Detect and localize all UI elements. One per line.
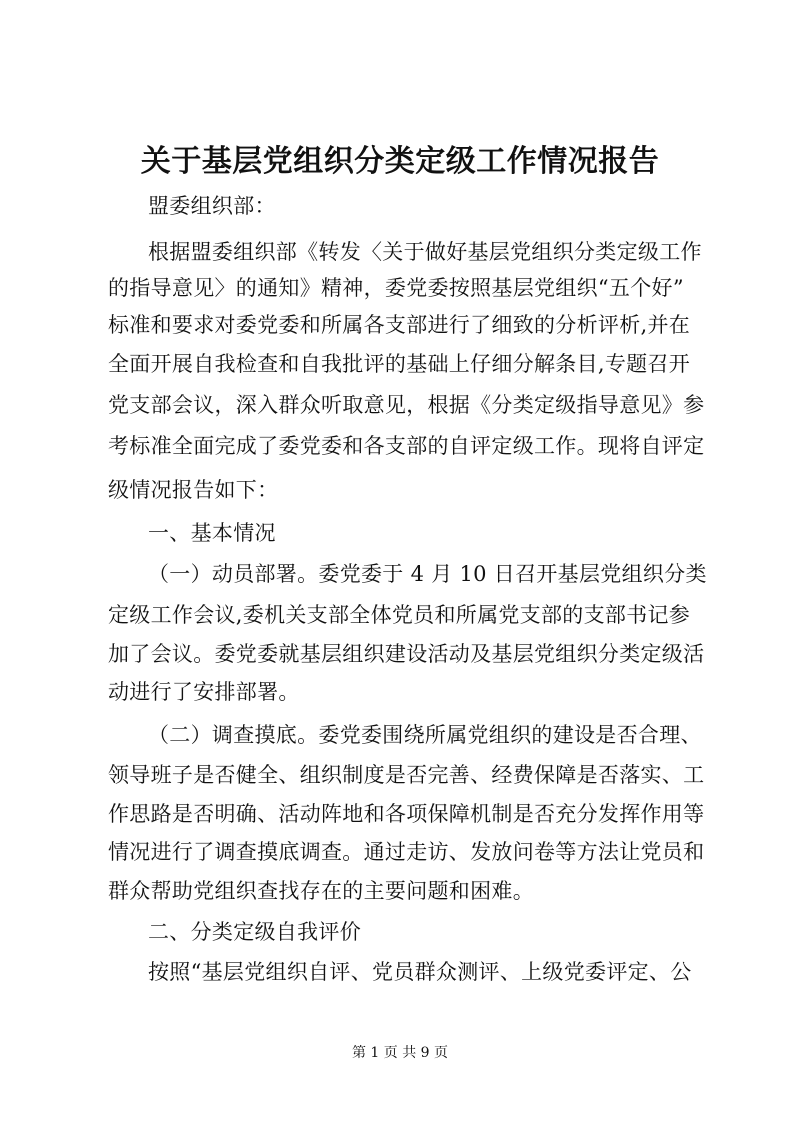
paragraph-line: （一）动员部署。委党委于 4 月 10 日召开基层党组织分类 (148, 562, 707, 586)
paragraph-line: 根据盟委组织部《转发〈关于做好基层党组织分类定级工作 (148, 240, 702, 264)
paragraph-line: 加了会议。委党委就基层组织建设活动及基层党组织分类定级活 (108, 642, 705, 666)
section-heading: 二、分类定级自我评价 (148, 920, 361, 944)
paragraph-line: （二）调查摸底。委党委围绕所属党组织的建设是否合理、 (148, 723, 702, 747)
section-heading: 一、基本情况 (148, 521, 276, 545)
salutation-line: 盟委组织部： (148, 194, 276, 218)
paragraph-line: 按照“基层党组织自评、党员群众测评、上级党委评定、公 (148, 960, 692, 984)
paragraph-line: 标准和要求对委党委和所属各支部进行了细致的分析评析,并在 (108, 313, 691, 337)
paragraph-line: 情况进行了调查摸底调查。通过走访、发放问卷等方法让党员和 (108, 840, 705, 864)
paragraph-line: 全面开展自我检查和自我批评的基础上仔细分解条目,专题召开 (108, 352, 691, 376)
paragraph-line: 级情况报告如下： (108, 478, 279, 502)
paragraph-line: 考标准全面完成了委党委和各支部的自评定级工作。现将自评定 (108, 434, 705, 458)
paragraph-line: 定级工作会议,委机关支部全体党员和所属党支部的支部书记参 (108, 603, 691, 627)
document-title: 关于基层党组织分类定级工作情况报告 (140, 144, 660, 179)
page-footer: 第 1 页 共 9 页 (351, 1045, 449, 1061)
paragraph-line: 领导班子是否健全、组织制度是否完善、经费保障是否落实、工 (108, 763, 705, 787)
paragraph-line: 群众帮助党组织查找存在的主要问题和困难。 (108, 879, 534, 903)
paragraph-line: 的指导意见〉的通知》精神，委党委按照基层党组织“五个好” (108, 276, 684, 300)
paragraph-line: 作思路是否明确、活动阵地和各项保障机制是否充分发挥作用等 (108, 802, 705, 826)
paragraph-line: 动进行了安排部署。 (108, 680, 300, 704)
paragraph-line: 党支部会议，深入群众听取意见，根据《分类定级指导意见》参 (108, 393, 705, 417)
